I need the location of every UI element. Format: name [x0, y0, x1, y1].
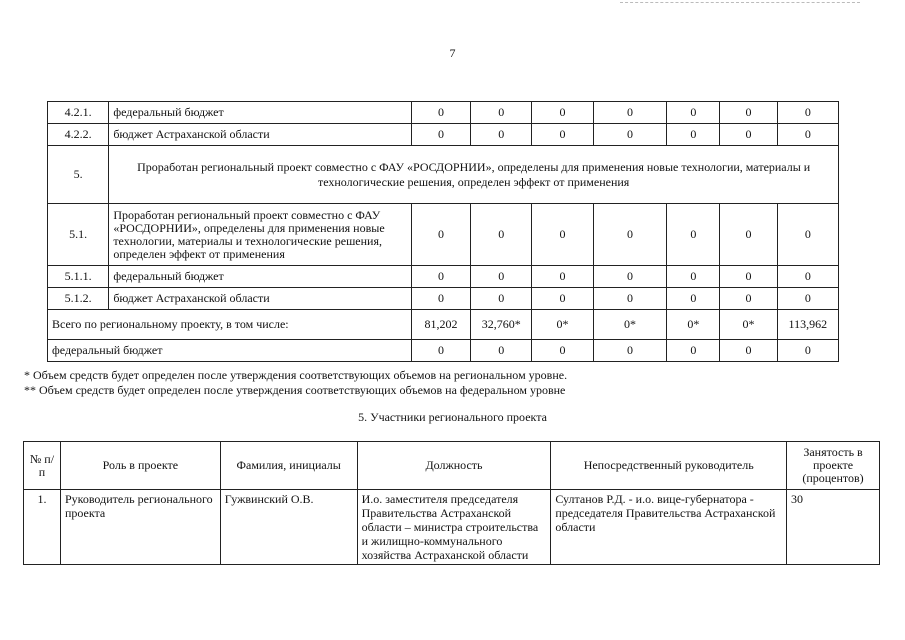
- participants-table: [23, 441, 880, 565]
- header-role: Роль в проекте: [60, 442, 220, 490]
- value-cell: 0: [720, 266, 777, 288]
- total-value: 0*: [720, 310, 777, 340]
- section-5-row: [48, 146, 839, 204]
- row-code: 4.2.1.: [48, 102, 109, 124]
- value-cell: 0: [471, 204, 532, 266]
- value-cell: 0: [720, 204, 777, 266]
- row-name: бюджет Астраханской области: [109, 288, 412, 310]
- table-row: [48, 102, 839, 124]
- value-cell: 0: [667, 266, 720, 288]
- value-cell: 0: [720, 340, 777, 362]
- section-title: 5. Участники регионального проекта: [358, 410, 547, 424]
- total-value: 81,202: [411, 310, 470, 340]
- participant-employment: 30: [787, 490, 880, 565]
- value-cell: 0: [411, 266, 470, 288]
- participant-name: Гужвинский О.В.: [220, 490, 357, 565]
- value-cell: 0: [532, 266, 593, 288]
- value-cell: 0: [411, 204, 470, 266]
- value-cell: 0: [667, 340, 720, 362]
- row-name: федеральный бюджет: [109, 266, 412, 288]
- table-row: [24, 490, 880, 565]
- value-cell: 0: [471, 288, 532, 310]
- budget-table: [47, 101, 839, 362]
- value-cell: 0: [720, 124, 777, 146]
- value-cell: 0: [593, 102, 667, 124]
- row-code: 5.1.1.: [48, 266, 109, 288]
- value-cell: 0: [411, 340, 470, 362]
- value-cell: 0: [411, 288, 470, 310]
- value-cell: 0: [532, 124, 593, 146]
- row-code: 4.2.2.: [48, 124, 109, 146]
- value-cell: 0: [667, 124, 720, 146]
- row-code: 5.1.: [48, 204, 109, 266]
- value-cell: 0: [777, 124, 838, 146]
- value-cell: 0: [667, 102, 720, 124]
- value-cell: 0: [532, 288, 593, 310]
- section-5-text: Проработан региональный проект совместно с ФАУ «РОСДОРНИИ», определены для применения новые технологии, материалы и технологические решения, определен эффект от применения: [109, 146, 839, 204]
- value-cell: 0: [720, 102, 777, 124]
- table-row: [48, 124, 839, 146]
- value-cell: 0: [471, 340, 532, 362]
- header-manager: Непосредственный руководитель: [551, 442, 787, 490]
- footnote-federal: ** Объем средств будет определен после утверждения соответствующих объемов на федеральном уровне: [24, 383, 566, 397]
- participant-num: 1.: [24, 490, 61, 565]
- value-cell: 0: [471, 102, 532, 124]
- participant-position: И.о. заместителя председателя Правительства Астраханской области – министра строительства и жилищно-коммунального хозяйства Астраханской области: [357, 490, 551, 565]
- value-cell: 0: [593, 288, 667, 310]
- row-name: Проработан региональный проект совместно с ФАУ «РОСДОРНИИ», определены для применения новые технологии, материалы и технологические решения, определен эффект от применения: [109, 204, 412, 266]
- value-cell: 0: [720, 288, 777, 310]
- total-label: Всего по региональному проекту, в том числе:: [48, 310, 412, 340]
- value-cell: 0: [593, 340, 667, 362]
- total-value: 0*: [667, 310, 720, 340]
- value-cell: 0: [667, 204, 720, 266]
- value-cell: 0: [411, 124, 470, 146]
- total-value: 0*: [532, 310, 593, 340]
- total-value: 32,760*: [471, 310, 532, 340]
- value-cell: 0: [777, 102, 838, 124]
- header-num: № п/п: [24, 442, 61, 490]
- participants-header: [24, 442, 880, 490]
- table-row: [48, 288, 839, 310]
- value-cell: 0: [593, 266, 667, 288]
- row-name: федеральный бюджет: [109, 102, 412, 124]
- federal-row: [48, 340, 839, 362]
- row-5-1: [48, 204, 839, 266]
- value-cell: 0: [777, 288, 838, 310]
- header-position: Должность: [357, 442, 551, 490]
- table-row: [48, 266, 839, 288]
- header-employment: Занятость в проекте (процентов): [787, 442, 880, 490]
- value-cell: 0: [532, 204, 593, 266]
- row-code: 5.: [48, 146, 109, 204]
- scan-artifact: [620, 2, 860, 5]
- header-name: Фамилия, инициалы: [220, 442, 357, 490]
- participant-role: Руководитель регионального проекта: [60, 490, 220, 565]
- page-number: 7: [449, 46, 456, 60]
- total-value: 113,962: [777, 310, 838, 340]
- federal-label: федеральный бюджет: [48, 340, 412, 362]
- value-cell: 0: [777, 340, 838, 362]
- footnote-regional: * Объем средств будет определен после утверждения соответствующих объемов на региональном уровне.: [24, 368, 568, 382]
- value-cell: 0: [471, 124, 532, 146]
- value-cell: 0: [667, 288, 720, 310]
- total-value: 0*: [593, 310, 667, 340]
- row-code: 5.1.2.: [48, 288, 109, 310]
- row-name: бюджет Астраханской области: [109, 124, 412, 146]
- participant-manager: Султанов Р.Д. - и.о. вице-губернатора - председателя Правительства Астраханской области: [551, 490, 787, 565]
- value-cell: 0: [532, 340, 593, 362]
- value-cell: 0: [777, 204, 838, 266]
- value-cell: 0: [593, 124, 667, 146]
- value-cell: 0: [777, 266, 838, 288]
- value-cell: 0: [593, 204, 667, 266]
- value-cell: 0: [411, 102, 470, 124]
- value-cell: 0: [471, 266, 532, 288]
- value-cell: 0: [532, 102, 593, 124]
- total-row: [48, 310, 839, 340]
